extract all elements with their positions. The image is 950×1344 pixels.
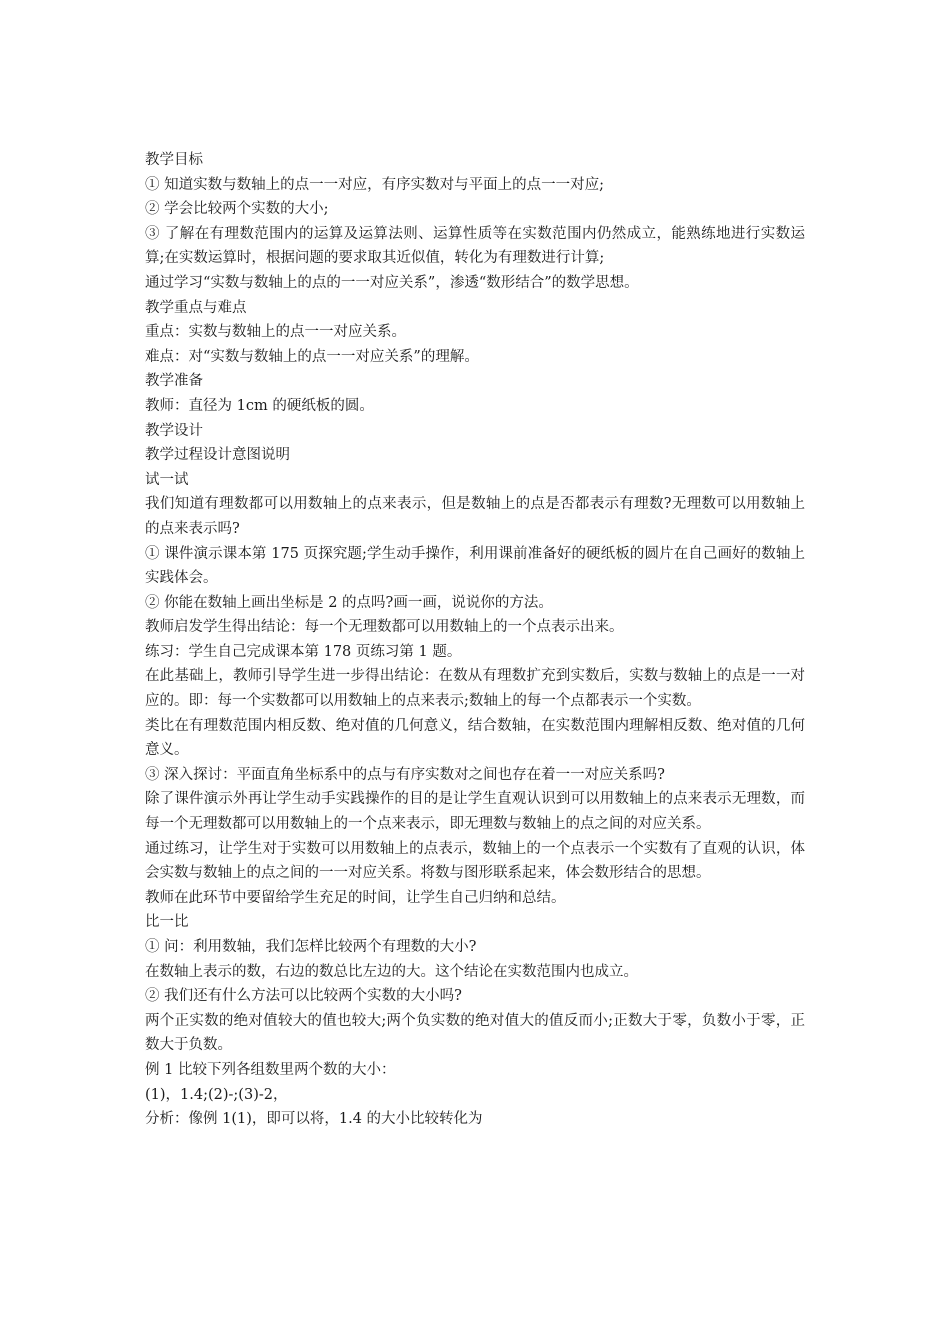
heading-key-points: 教学重点与难点 <box>145 299 247 316</box>
heading-preparation: 教学准备 <box>145 373 203 390</box>
paragraph: 教师在此环节中要留给学生充足的时间，让学生自己归纳和总结。 <box>145 889 566 906</box>
paragraph: 两个正实数的绝对值较大的值也较大;两个负实数的绝对值大的值反而小;正数大于零，负数小于零，正数大于负数。 <box>145 1012 805 1054</box>
paragraph: (1)，1.4;(2)-;(3)-2， <box>145 1086 288 1103</box>
paragraph: 教师：直径为 1cm 的硬纸板的圆。 <box>145 397 374 414</box>
paragraph: 难点：对“实数与数轴上的点一一对应关系”的理解。 <box>145 348 479 365</box>
paragraph: 在数轴上表示的数，右边的数总比左边的大。这个结论在实数范围内也成立。 <box>145 963 638 980</box>
heading-try-it: 试一试 <box>145 471 189 488</box>
heading-compare: 比一比 <box>145 914 189 931</box>
objective-item: ② 学会比较两个实数的大小; <box>145 201 329 218</box>
heading-teaching-design: 教学设计 <box>145 422 203 439</box>
paragraph: 我们知道有理数都可以用数轴上的点来表示，但是数轴上的点是否都表示有理数?无理数可以用数轴上的点来表示吗? <box>145 496 805 537</box>
paragraph: 在此基础上，教师引导学生进一步得出结论：在数从有理数扩充到实数后，实数与数轴上的点是一一对应的。即：每一个实数都可以用数轴上的点来表示;数轴上的每一个点都表示一个实数。 <box>145 668 805 710</box>
heading-teaching-objectives: 教学目标 <box>145 152 203 168</box>
paragraph: ① 问：利用数轴，我们怎样比较两个有理数的大小? <box>145 939 477 955</box>
paragraph: ② 我们还有什么方法可以比较两个实数的大小吗? <box>145 988 462 1005</box>
paragraph: ① 课件演示课本第 175 页探究题;学生动手操作，利用课前准备好的硬纸板的圆片在自己画好的数轴上实践体会。 <box>145 545 805 587</box>
paragraph: ② 你能在数轴上画出坐标是 2 的点吗?画一画，说说你的方法。 <box>145 594 553 611</box>
paragraph: 除了课件演示外再让学生动手实践操作的目的是让学生直观认识到可以用数轴上的点来表示无理数，而每一个无理数都可以用数轴上的一个点来表示，即无理数与数轴上的点之间的对应关系。 <box>145 791 805 833</box>
heading-process: 教学过程设计意图说明 <box>145 447 290 464</box>
example-heading: 例 1 比较下列各组数里两个数的大小： <box>145 1061 396 1078</box>
objective-item: ① 知道实数与数轴上的点一一对应，有序实数对与平面上的点一一对应; <box>145 176 604 193</box>
objective-item: ③ 了解在有理数范围内的运算及运算法则、运算性质等在实数范围内仍然成立，能熟练地进行实数运算;在实数运算时，根据问题的要求取其近似值，转化为有理数进行计算; <box>145 225 805 267</box>
paragraph: ③ 深入探讨：平面直角坐标系中的点与有序实数对之间也存在着一一对应关系吗? <box>145 766 665 783</box>
paragraph: 重点：实数与数轴上的点一一对应关系。 <box>145 324 406 341</box>
paragraph: 通过练习，让学生对于实数可以用数轴上的点表示，数轴上的一个点表示一个实数有了直观的认识，体会实数与数轴上的点之间的一一对应关系。将数与图形联系起来，体会数形结合的思想。 <box>145 840 805 882</box>
paragraph: 分析：像例 1(1)，即可以将，1.4 的大小比较转化为 <box>145 1111 483 1128</box>
paragraph: 类比在有理数范围内相反数、绝对值的几何意义，结合数轴，在实数范围内理解相反数、绝对值的几何意义。 <box>145 717 805 759</box>
paragraph: 练习：学生自己完成课本第 178 页练习第 1 题。 <box>145 643 462 660</box>
document-body <box>145 148 805 1132</box>
paragraph: 教师启发学生得出结论：每一个无理数都可以用数轴上的一个点表示出来。 <box>145 619 624 636</box>
paragraph: 通过学习“实数与数轴上的点的一一对应关系”，渗透“数形结合”的数学思想。 <box>145 274 639 291</box>
